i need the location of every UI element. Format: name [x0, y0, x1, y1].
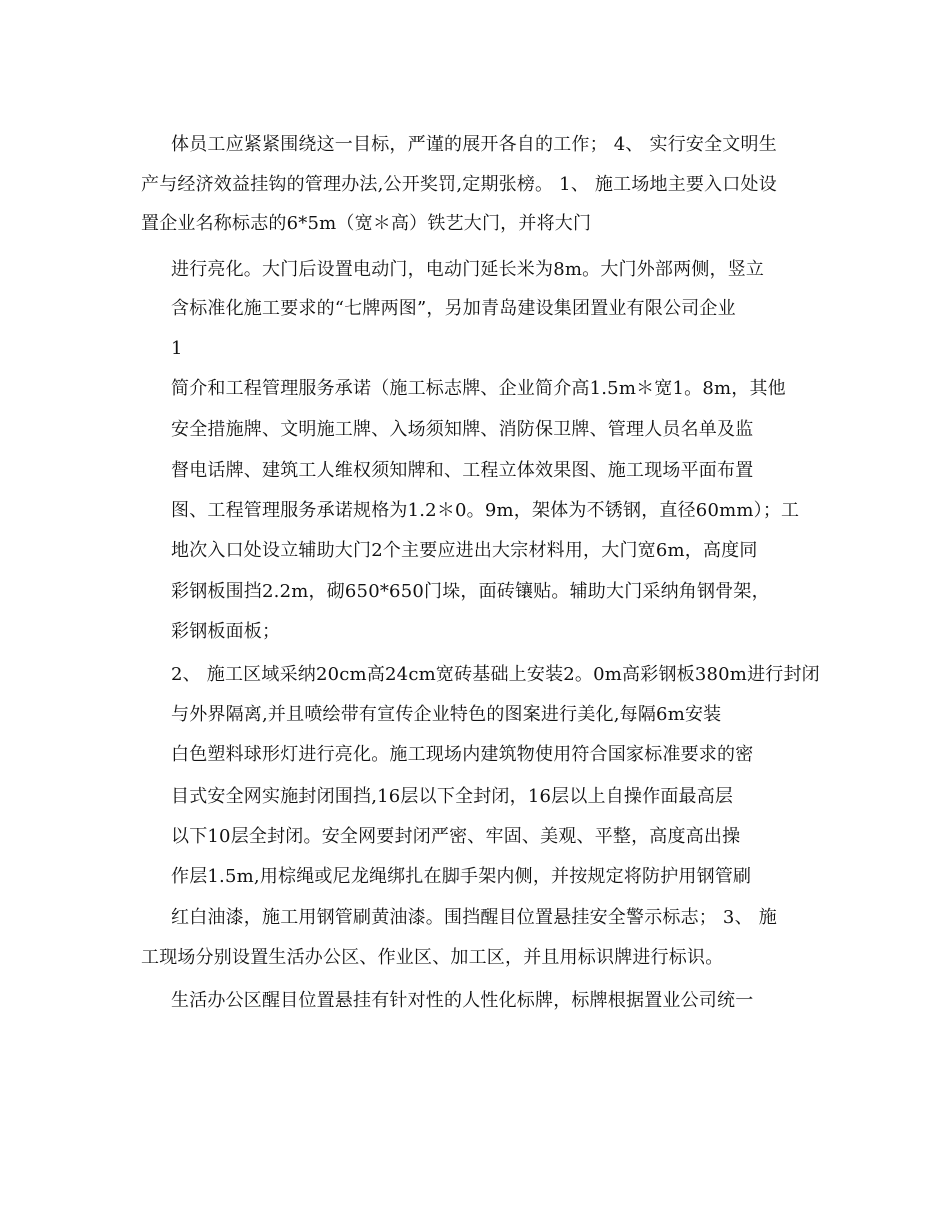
text-line-9: 督电话牌、建筑工人维权须知牌和、工程立体效果图、施工现场平面布置	[171, 460, 754, 481]
text-line-10: 图、工程管理服务承诺规格为1.2＊0。9m，架体为不锈钢，直径60mm）；工	[171, 500, 800, 521]
text-line-20: 红白油漆，施工用钢管刷黄油漆。围挡醒目位置悬挂安全警示标志； 3、 施	[171, 907, 777, 928]
text-line-22: 生活办公区醒目位置悬挂有针对性的人性化标牌，标牌根据置业公司统一	[171, 990, 754, 1011]
text-line-21: 工现场分别设置生活办公区、作业区、加工区，并且用标识牌进行标识。	[141, 947, 724, 968]
text-line-7: 简介和工程管理服务承诺（施工标志牌、企业简介高1.5m＊宽1。8m，其他	[171, 378, 786, 399]
text-line-5: 含标准化施工要求的“七牌两图”，另加青岛建设集团置业有限公司企业	[171, 298, 736, 319]
text-line-16: 白色塑料球形灯进行亮化。施工现场内建筑物使用符合国家标准要求的密	[171, 744, 754, 765]
text-line-18: 以下10层全封闭。安全网要封闭严密、牢固、美观、平整，高度高出操	[171, 826, 741, 847]
text-line-11: 地次入口处设立辅助大门2个主要应进出大宗材料用，大门宽6m，高度同	[171, 540, 758, 561]
text-line-8: 安全措施牌、文明施工牌、入场须知牌、消防保卫牌、管理人员名单及监	[171, 419, 754, 440]
text-line-14: 2、 施工区域采纳20cm高24cm宽砖基础上安装2。0m高彩钢板380m进行封闭	[171, 664, 820, 685]
page-number: 1	[171, 338, 183, 359]
text-line-17: 目式安全网实施封闭围挡,16层以下全封闭，16层以上自操作面最高层	[171, 786, 734, 807]
text-line-1: 体员工应紧紧围绕这一目标，严谨的展开各自的工作； 4、 实行安全文明生	[171, 134, 777, 155]
text-line-2: 产与经济效益挂钩的管理办法,公开奖罚,定期张榜。 1、 施工场地主要入口处设	[141, 174, 777, 195]
text-line-13: 彩钢板面板；	[171, 621, 281, 642]
text-line-3: 置企业名称标志的6*5m（宽＊高）铁艺大门，并将大门	[141, 213, 592, 234]
text-line-19: 作层1.5m,用棕绳或尼龙绳绑扎在脚手架内侧，并按规定将防护用钢管刷	[171, 866, 752, 887]
text-line-12: 彩钢板围挡2.2m，砌650*650门垛，面砖镶贴。辅助大门采纳角钢骨架，	[171, 581, 770, 602]
text-line-4: 进行亮化。大门后设置电动门，电动门延长米为8m。大门外部两侧，竖立	[171, 259, 765, 280]
text-line-15: 与外界隔离,并且喷绘带有宣传企业特色的图案进行美化,每隔6m安装	[171, 704, 722, 725]
